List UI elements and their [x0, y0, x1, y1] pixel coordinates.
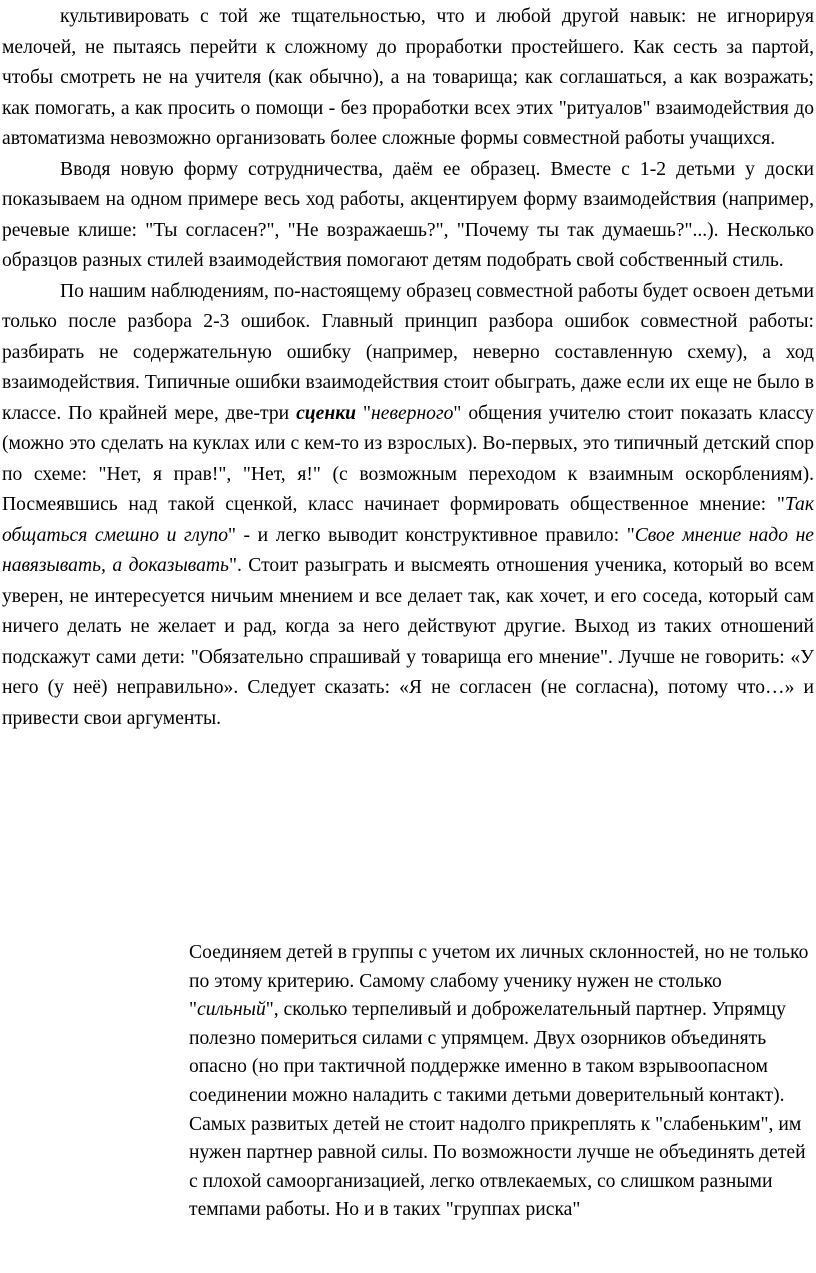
paragraph-3-text: ": [356, 402, 372, 424]
emphasis-italic: сильный: [197, 999, 266, 1021]
emphasis-italic: Так общаться смешно и глупо: [2, 494, 814, 546]
side-paragraph-text: Соединяем детей в группы с учетом их личных склонностей, но не только по этому критерию. Самому слабому ученику нужен не столько ": [189, 942, 809, 1021]
paragraph-1: [2, 2, 814, 155]
main-text-block: [2, 2, 814, 734]
paragraph-2-text: Вводя новую форму сотрудничества, даём ее образец. Вместе с 1-2 детьми у доски показываем на одном примере весь ход работы, акцентируем форму взаимодействия (например, речевые клише: "Ты согласен?", "Не возражаешь?", "Почему ты так думаешь?"...). Несколько образцов разных стилей взаимодействия помогают детям подобрать свой собственный стиль.: [2, 158, 814, 271]
side-paragraph: [189, 939, 813, 1225]
paragraph-3-text: По нашим наблюдениям, по-настоящему образец совместной работы будет освоен детьми только после разбора 2-3 ошибок. Главный принцип разбора ошибок совместной работы: разбирать не содержательную ошибку (например, неверно составленную схему), а ход взаимодействия. Типичные ошибки взаимодействия стоит обыграть, даже если их еще не было в классе. По крайней мере, две-три: [2, 280, 814, 424]
paragraph-3-text: " общения учителю стоит показать классу (можно это сделать на куклах или с кем-то из взрослых). Во-первых, это типичный детский спор по схеме: "Нет, я прав!", "Нет, я!" (с возможным переходом к взаимным оскорблениям). Посмеявшись над такой сценкой, класс начинает формировать общественное мнение: ": [2, 402, 814, 515]
emphasis-bold-italic: сценки: [296, 402, 357, 424]
paragraph-3-text: ". Стоит разыграть и высмеять отношения ученика, который во всем уверен, не интересуется ничьим мнением и все делает так, как хочет, и его соседа, который сам ничего делать не желает и рад, когда за него действуют другие. Выход из таких отношений подскажут сами дети: "Обязательно спрашивай у товарища его мнение". Лучше не говорить: «У него (у неё) неправильно». Следует сказать: «Я не согласен (не согласна), потому что…» и привести свои аргументы.: [2, 555, 814, 729]
side-paragraph-text: ", сколько терпеливый и доброжелательный партнер. Упрямцу полезно помериться силами с упрямцем. Двух озорников объединять опасно (но при тактичной поддержке именно в таком взрывоопасном соединении можно наладить с такими детьми доверительный контакт). Самых развитых детей не стоит надолго прикреплять к "слабеньким", им нужен партнер равной силы. По возможности лучше не объединять детей с плохой самоорганизацией, легко отвлекаемых, со слишком разными темпами работы. Но и в таких "группах риска": [189, 999, 806, 1221]
emphasis-italic: Свое мнение надо не навязывать, а доказывать: [2, 524, 814, 576]
paragraph-3-text: " - и легко выводит конструктивное правило: ": [228, 524, 635, 546]
indented-text-block: [189, 939, 813, 1225]
paragraph-1-text: культивировать с той же тщательностью, что и любой другой навык: не игнорируя мелочей, не пытаясь перейти к сложному до проработки простейшего. Как сесть за партой, чтобы смотреть не на учителя (как обычно), а на товарища; как соглашаться, а как возражать; как помогать, а как просить о помощи - без проработки всех этих "ритуалов" взаимодействия до автоматизма невозможно организовать более сложные формы совместной работы учащихся.: [2, 6, 814, 149]
emphasis-italic: неверного: [371, 402, 454, 424]
paragraph-3: [2, 277, 814, 735]
paragraph-2: [2, 155, 814, 277]
